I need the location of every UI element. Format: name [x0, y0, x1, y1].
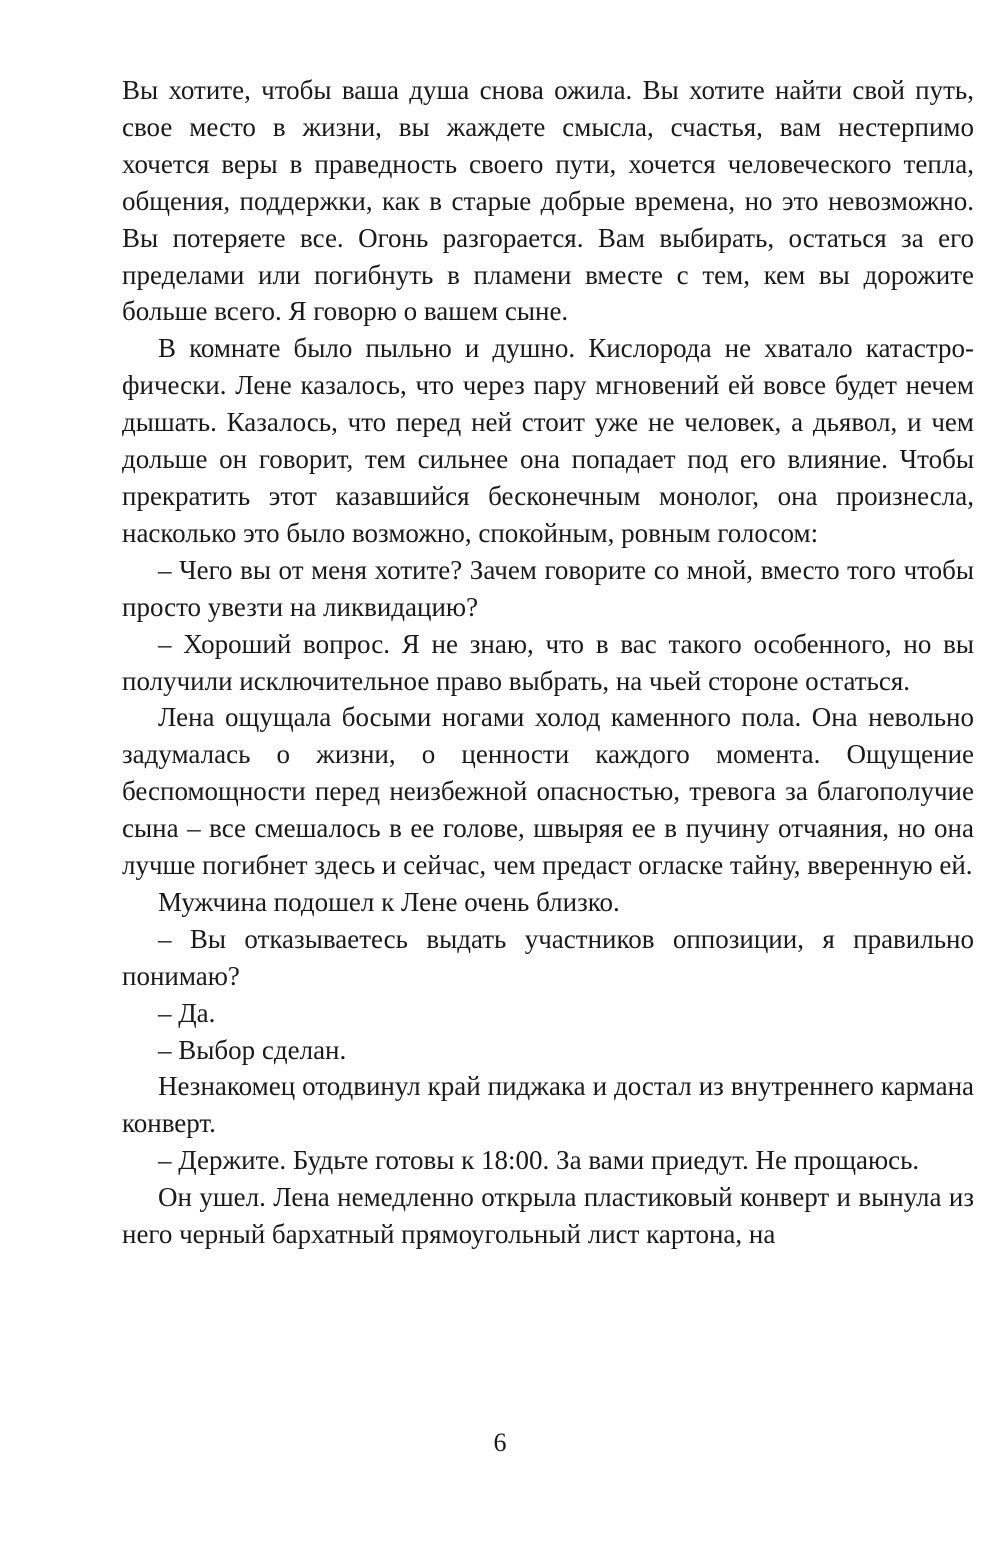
paragraph-7-dialogue: – Вы отказываетесь выдать участников оппозиции, я правильно понимаю?: [122, 923, 974, 991]
paragraph-4-dialogue: – Хороший вопрос. Я не знаю, что в вас такого особенного, но вы получили исключительное право выбрать, на чьей стороне остаться.: [122, 628, 974, 696]
paragraph-8-dialogue: – Да.: [158, 997, 216, 1028]
paragraph-11-dialogue: – Держите. Будьте готовы к 18:00. За вами приедут. Не прощаюсь.: [158, 1145, 920, 1176]
paragraph-9-dialogue: – Выбор сделан.: [158, 1034, 347, 1065]
paragraph-2: В комнате было пыльно и душно. Кислорода не хватало катастрофически. Лене казалось, что через пару мгновений ей вовсе будет нечем дышать. Казалось, что перед ней стоит уже не человек, а дьявол, и чем дольше он говорит, тем сильнее она попадает под его влияние. Чтобы прекратить этот казавшийся бесконечным монолог, она произнесла, насколько это было возможно, спокойным, ровным голосом:: [122, 333, 974, 548]
paragraph-10: Незнакомец отодвинул край пиджака и достал из внутреннего кармана конверт.: [122, 1071, 974, 1139]
paragraph-1: Вы хотите, чтобы ваша душа снова ожила. Вы хотите найти свой путь, свое место в жизни, вы жаждете смысла, счастья, вам нестерпимо хочется веры в праведность своего пути, хочется человеческого тепла, общения, поддержки, как в старые добрые времена, но это невозможно. Вы потеряете все. Огонь разгорается. Вам выбирать, остаться за его пределами или погибнуть в пламени вместе с тем, кем вы дорожите больше всего. Я говорю о вашем сыне.: [122, 75, 974, 327]
paragraph-6: Мужчина подошел к Лене очень близко.: [158, 886, 620, 917]
paragraph-12: Он ушел. Лена немедленно открыла пластиковый конверт и вынула из него черный бархатный прямоугольный лист картона, на: [122, 1182, 974, 1250]
paragraph-5: Лена ощущала босыми ногами холод каменного пола. Она невольно задумалась о жизни, о ценности каждого момента. Ощущение беспомощности перед неизбежной опасностью, тревога за благополучие сына – все смешалось в ее голове, швыряя ее в пучину отчаяния, но она лучше погибнет здесь и сейчас, чем предаст огласке тайну, вверенную ей.: [122, 702, 974, 881]
paragraph-3-dialogue: – Чего вы от меня хотите? Зачем говорите со мной, вместо того чтобы просто увезти на ликвидацию?: [122, 554, 974, 622]
body-text: [122, 72, 974, 1253]
page-number: 6: [493, 1428, 507, 1457]
